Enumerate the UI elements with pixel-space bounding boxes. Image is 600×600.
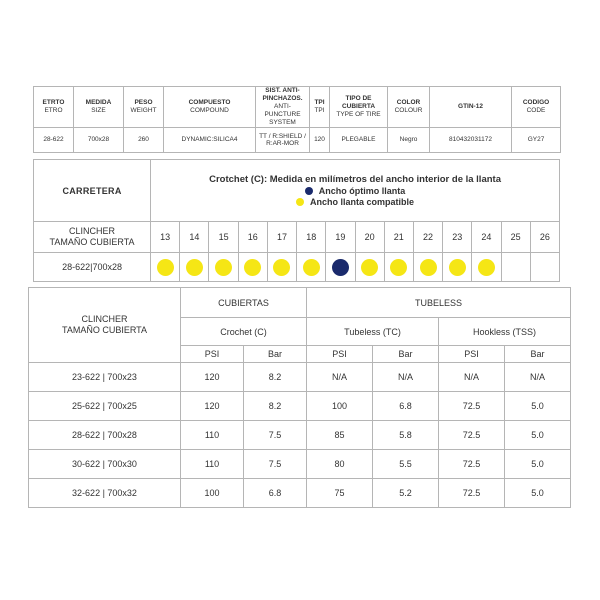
spec-value-cell: PLEGABLE — [330, 128, 388, 153]
spec-header-subtitle: SIZE — [91, 107, 106, 114]
pressure-value-cell: 7.5 — [244, 421, 307, 450]
tubeless-tc-header: Tubeless (TC) — [307, 318, 439, 346]
spec-header-title: TIPO DE CUBIERTA — [341, 95, 376, 110]
spec-header-cell — [124, 87, 164, 128]
pressure-size-cell: 23-622 | 700x23 — [29, 363, 181, 392]
compatible-dot-icon — [215, 259, 232, 276]
rim-width-cell: 18 — [297, 222, 326, 253]
pressure-value-cell: 8.2 — [244, 392, 307, 421]
bar-header: Bar — [244, 346, 307, 363]
spec-header-subtitle: ETRO — [44, 107, 63, 114]
compatibility-cell — [501, 253, 530, 282]
optimal-dot-icon — [305, 187, 313, 195]
pressure-row — [29, 392, 571, 421]
psi-header: PSI — [307, 346, 373, 363]
spec-value-cell: DYNAMIC:SILICA4 — [164, 128, 256, 153]
spec-header-cell — [430, 87, 512, 128]
crotchet-title-cell — [151, 160, 560, 222]
rim-width-cell: 15 — [209, 222, 238, 253]
spec-header-subtitle: WEIGHT — [130, 107, 157, 114]
pressure-size-cell: 28-622 | 700x28 — [29, 421, 181, 450]
pressure-value-cell: 85 — [307, 421, 373, 450]
pressure-value-cell: 5.0 — [505, 479, 571, 508]
pressure-value-cell: 75 — [307, 479, 373, 508]
legend-optimal — [151, 186, 559, 197]
spec-header-subtitle: ANTI-PUNCTURE SYSTEM — [264, 103, 301, 126]
pressure-table — [28, 287, 571, 508]
spec-header-title: TPI — [314, 99, 325, 106]
rim-width-cell: 24 — [472, 222, 501, 253]
legend-optimal-label: Ancho óptimo llanta — [318, 185, 406, 196]
spec-data-row — [34, 128, 561, 153]
pressure-value-cell: 120 — [181, 392, 244, 421]
spec-header-title: COMPUESTO — [188, 99, 231, 106]
compatibility-cell — [355, 253, 384, 282]
compatibility-row — [34, 253, 560, 282]
rim-width-cell: 16 — [238, 222, 267, 253]
pressure-value-cell: 72.5 — [439, 479, 505, 508]
pressure-row — [29, 450, 571, 479]
compatibility-cell — [209, 253, 238, 282]
compatibility-cell — [472, 253, 501, 282]
compatibility-cell — [413, 253, 442, 282]
spec-value-cell: 700x28 — [74, 128, 124, 153]
spec-header-cell — [330, 87, 388, 128]
spec-value-cell: TT / R:SHIELD / R:AR-MOR — [256, 128, 310, 153]
spec-header-cell — [310, 87, 330, 128]
spec-header-subtitle: TPI — [314, 107, 325, 114]
pressure-value-cell: 72.5 — [439, 421, 505, 450]
road-label: CARRETERA — [34, 160, 151, 222]
compatible-dot-icon — [157, 259, 174, 276]
pressure-value-cell: 5.0 — [505, 421, 571, 450]
pressure-size-cell: 32-622 | 700x32 — [29, 479, 181, 508]
pressure-row — [29, 421, 571, 450]
legend-compatible-label: Ancho llanta compatible — [310, 196, 415, 207]
compatible-dot-icon — [296, 198, 304, 206]
spec-value-cell: 810432031172 — [430, 128, 512, 153]
rim-width-cell: 25 — [501, 222, 530, 253]
tubeless-header: TUBELESS — [307, 288, 571, 318]
spec-header-cell — [512, 87, 561, 128]
pressure-size-cell: 25-622 | 700x25 — [29, 392, 181, 421]
pressure-value-cell: 5.2 — [373, 479, 439, 508]
compatible-dot-icon — [390, 259, 407, 276]
hookless-header: Hookless (TSS) — [439, 318, 571, 346]
compatibility-cell — [297, 253, 326, 282]
pressure-value-cell: 80 — [307, 450, 373, 479]
compatibility-cell — [530, 253, 559, 282]
spec-header-subtitle: CODE — [526, 107, 546, 114]
clincher-size-label — [34, 222, 151, 253]
pressure-value-cell: 5.0 — [505, 392, 571, 421]
rim-width-cell: 19 — [326, 222, 355, 253]
spec-value-cell: Negro — [388, 128, 430, 153]
spec-header-cell — [164, 87, 256, 128]
spec-header-cell — [74, 87, 124, 128]
spec-header-title: CODIGO — [522, 99, 550, 106]
compatible-dot-icon — [420, 259, 437, 276]
compatibility-cell — [384, 253, 413, 282]
pressure-size-header — [29, 288, 181, 363]
pressure-value-cell: 7.5 — [244, 450, 307, 479]
rim-width-cell: 13 — [151, 222, 180, 253]
compatibility-cell — [151, 253, 180, 282]
pressure-value-cell: N/A — [307, 363, 373, 392]
pressure-value-cell: 72.5 — [439, 450, 505, 479]
rim-width-cell: 26 — [530, 222, 559, 253]
spec-header-cell — [34, 87, 74, 128]
optimal-dot-icon — [332, 259, 349, 276]
spec-header-title: PESO — [134, 99, 153, 106]
width-row — [34, 222, 560, 253]
spec-table — [33, 86, 561, 153]
compatibility-cell — [443, 253, 472, 282]
compatible-dot-icon — [273, 259, 290, 276]
compatible-dot-icon — [303, 259, 320, 276]
pressure-value-cell: 100 — [181, 479, 244, 508]
psi-header: PSI — [439, 346, 505, 363]
spec-value-cell: GY27 — [512, 128, 561, 153]
compatibility-cell — [267, 253, 296, 282]
tamano-label: TAMAÑO CUBIERTA — [49, 237, 135, 247]
pressure-value-cell: 6.8 — [244, 479, 307, 508]
pressure-value-cell: N/A — [439, 363, 505, 392]
legend-compatible — [151, 197, 559, 208]
pressure-value-cell: 8.2 — [244, 363, 307, 392]
compatibility-cell — [180, 253, 209, 282]
spec-value-cell: 260 — [124, 128, 164, 153]
pressure-value-cell: 110 — [181, 421, 244, 450]
compatible-dot-icon — [478, 259, 495, 276]
rim-width-cell: 14 — [180, 222, 209, 253]
spec-header-cell — [388, 87, 430, 128]
pressure-value-cell: 5.5 — [373, 450, 439, 479]
rim-width-cell: 20 — [355, 222, 384, 253]
psi-header: PSI — [181, 346, 244, 363]
pressure-value-cell: 110 — [181, 450, 244, 479]
compatibility-cell — [326, 253, 355, 282]
clincher-label: CLINCHER — [69, 226, 116, 236]
rim-width-cell: 23 — [443, 222, 472, 253]
pressure-value-cell: 120 — [181, 363, 244, 392]
pressure-value-cell: 5.8 — [373, 421, 439, 450]
cubiertas-header: CUBIERTAS — [181, 288, 307, 318]
compatibility-cell — [238, 253, 267, 282]
pressure-value-cell: 100 — [307, 392, 373, 421]
spec-header-subtitle: TYPE OF TIRE — [336, 111, 381, 118]
pressure-clincher-label: CLINCHER — [81, 314, 128, 324]
compatible-dot-icon — [244, 259, 261, 276]
spec-value-cell: 120 — [310, 128, 330, 153]
bar-header: Bar — [505, 346, 571, 363]
spec-header-title: SIST. ANTI-PINCHAZOS. — [262, 87, 303, 102]
pressure-row — [29, 363, 571, 392]
pressure-value-cell: 5.0 — [505, 450, 571, 479]
pressure-body — [29, 363, 571, 508]
pressure-tamano-label: TAMAÑO CUBIERTA — [61, 325, 147, 335]
crochet-header: Crochet (C) — [181, 318, 307, 346]
spec-header-title: COLOR — [396, 99, 421, 106]
tire-size-cell: 28-622|700x28 — [34, 253, 151, 282]
rim-width-cell: 17 — [267, 222, 296, 253]
crotchet-table — [33, 159, 560, 282]
spec-header-title: ETRTO — [42, 99, 65, 106]
pressure-size-cell: 30-622 | 700x30 — [29, 450, 181, 479]
spec-value-cell: 28-622 — [34, 128, 74, 153]
compatible-dot-icon — [361, 259, 378, 276]
pressure-row — [29, 479, 571, 508]
spec-header-subtitle: COLOUR — [394, 107, 423, 114]
pressure-value-cell: N/A — [505, 363, 571, 392]
spec-header-cell — [256, 87, 310, 128]
spec-header-row — [34, 87, 561, 128]
spec-header-subtitle: COMPOUND — [190, 107, 229, 114]
crotchet-title: Crotchet (C): Medida en milímetros del ancho interior de la llanta — [209, 173, 501, 185]
spec-header-title: GTIN-12 — [458, 103, 483, 110]
compatible-dot-icon — [186, 259, 203, 276]
rim-width-cell: 22 — [413, 222, 442, 253]
pressure-value-cell: 6.8 — [373, 392, 439, 421]
compatible-dot-icon — [449, 259, 466, 276]
pressure-value-cell: N/A — [373, 363, 439, 392]
bar-header: Bar — [373, 346, 439, 363]
spec-header-title: MEDIDA — [85, 99, 112, 106]
rim-width-cell: 21 — [384, 222, 413, 253]
pressure-value-cell: 72.5 — [439, 392, 505, 421]
